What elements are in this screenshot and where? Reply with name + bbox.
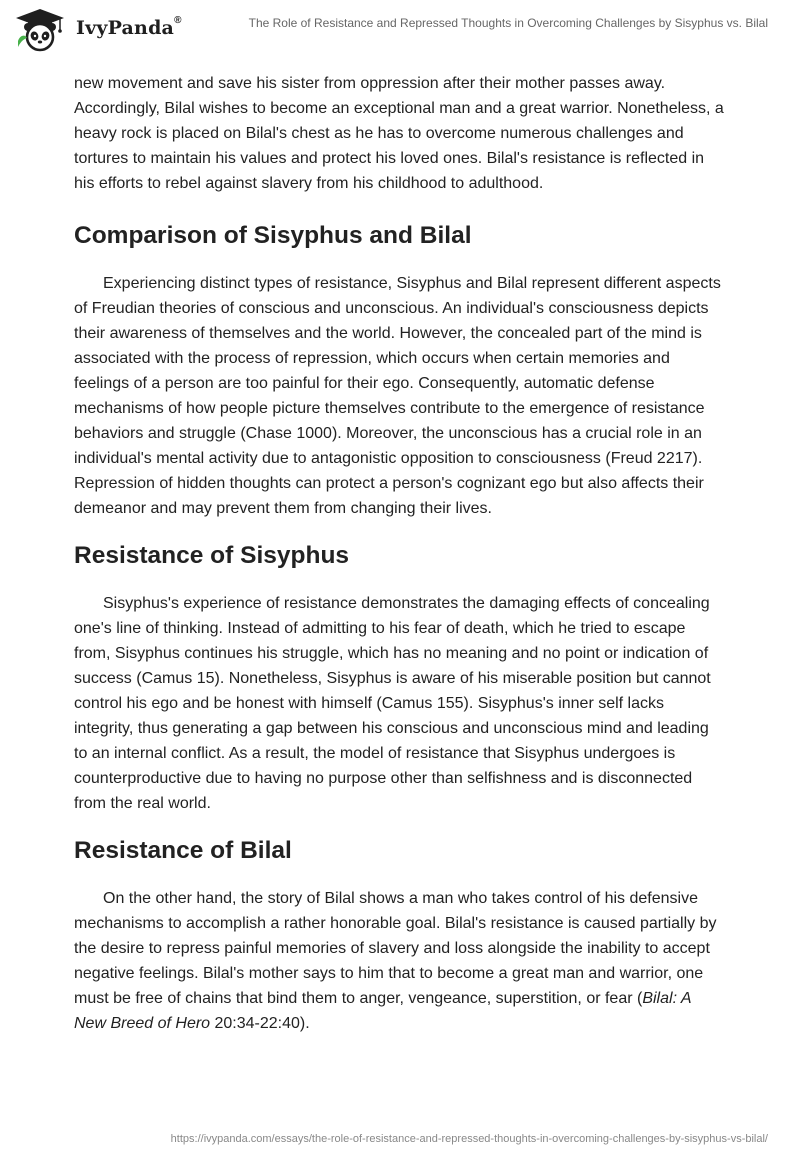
paragraph-resistance-bilal xyxy=(74,886,726,1036)
paragraph-comparison: Experiencing distinct types of resistance, Sisyphus and Bilal represent different aspects of Freudian theories of conscious and unconscious. An individual's consciousness depicts their awareness of themselves and the world. However, the concealed part of the mind is associated with the process of repression, which occurs when certain memories and feelings of a person are too painful for their ego. Consequently, automatic defense mechanisms of how people picture themselves contribute to the emergence of resistance behaviors and struggle (Chase 1000). Moreover, the unconscious has a crucial role in an individual's mental activity due to antagonistic opposition to consciousness (Freud 2217). Repression of hidden thoughts can protect a person's cognizant ego but also affects their demeanor and may prevent them from changing their lives. xyxy=(74,275,721,517)
paragraph-bilal-text: On the other hand, the story of Bilal shows a man who takes control of his defensive mechanisms to accomplish a rather honorable goal. Bilal's resistance is caused partially by the desire to repress painful memories of slavery and loss alongside the inability to accept negative feelings. Bilal's mother says to him that to become a great man and warrior, one must be free of chains that bind them to anger, vengeance, superstition, or fear ( xyxy=(74,890,717,1007)
page-header xyxy=(0,0,800,56)
source-url[interactable]: https://ivypanda.com/essays/the-role-of-resistance-and-repressed-thoughts-in-overcoming-challenges-by-sisyphus-vs-bilal/ xyxy=(170,1133,768,1145)
panda-graduate-icon xyxy=(14,8,66,52)
brand-name: IvyPanda® xyxy=(76,15,182,39)
ivypanda-logo[interactable] xyxy=(14,8,214,52)
document-title: The Role of Resistance and Repressed Thoughts in Overcoming Challenges by Sisyphus vs. Bilal xyxy=(248,16,768,30)
paragraph-bilal-citation: 20:34-22:40). xyxy=(210,1015,310,1032)
essay-content xyxy=(74,71,726,1036)
intro-paragraph: new movement and save his sister from oppression after their mother passes away. Accordingly, Bilal wishes to become an exceptional man and a great warrior. Nonetheless, a heavy rock is placed on Bilal's chest as he has to overcome numerous challenges and tortures to maintain his values and protect his loved ones. Bilal's resistance is reflected in his efforts to rebel against slavery from his childhood to adulthood. xyxy=(74,75,724,192)
paragraph-resistance-sisyphus: Sisyphus's experience of resistance demonstrates the damaging effects of concealing one's line of thinking. Instead of admitting to his fear of death, which he tried to escape from, Sisyphus continues his struggle, which has no meaning and no point or indication of success (Camus 15). Nonetheless, Sisyphus is aware of his miserable position but cannot control his ego and be honest with himself (Camus 155). Sisyphus's inner self lacks integrity, thus generating a gap between his conscious and unconscious mind and leading to an internal conflict. As a result, the model of resistance that Sisyphus undergoes is counterproductive due to having no purpose other than selfishness and is disconnected from the real world. xyxy=(74,595,711,812)
heading-comparison: Comparison of Sisyphus and Bilal xyxy=(74,222,472,249)
heading-resistance-bilal: Resistance of Bilal xyxy=(74,837,292,864)
cited-film-title: Bilal: A New Breed of Hero xyxy=(74,990,691,1032)
heading-resistance-sisyphus: Resistance of Sisyphus xyxy=(74,542,350,569)
